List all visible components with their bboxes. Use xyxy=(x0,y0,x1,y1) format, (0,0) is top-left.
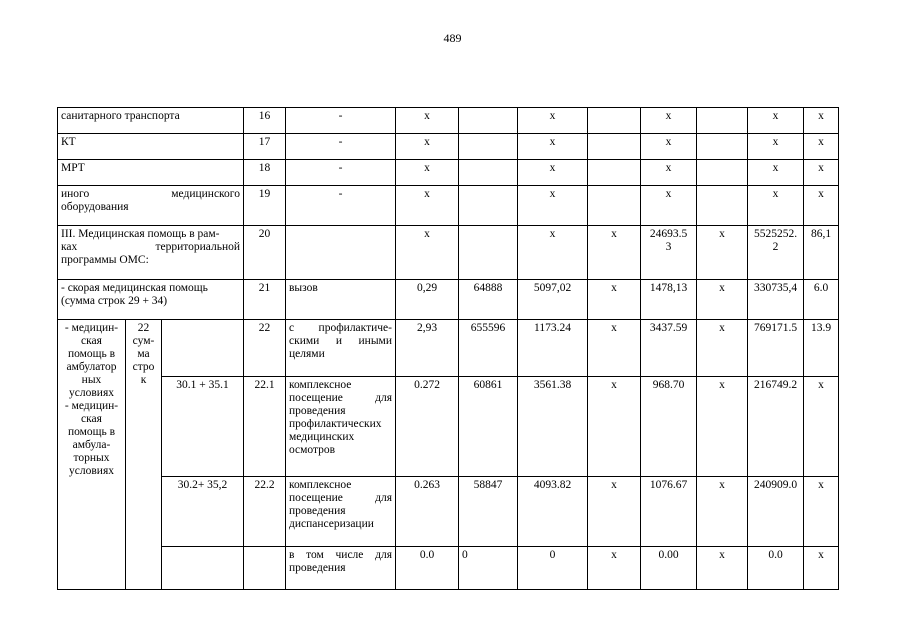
outpatient-name-cell xyxy=(58,320,126,590)
value-cell: 1478,13 xyxy=(641,280,697,320)
table-row xyxy=(58,547,839,590)
sum-line: ма xyxy=(137,348,150,360)
unit-line: комплексное xyxy=(289,479,352,491)
line-number: 18 xyxy=(244,160,286,186)
line-number: 21 xyxy=(244,280,286,320)
value-cell: 655596 xyxy=(459,320,518,377)
unit-line: целями xyxy=(289,348,325,360)
unit-cell: вызов xyxy=(286,280,396,320)
value-cell: 0 xyxy=(518,547,588,590)
row-name-line: ках территориальной xyxy=(61,241,240,253)
value-cell xyxy=(697,108,748,134)
value-cell: x xyxy=(697,547,748,590)
value-cell: x xyxy=(697,377,748,477)
unit-line: медицинских xyxy=(289,431,355,443)
value-cell xyxy=(588,108,641,134)
value-cell: x xyxy=(748,160,804,186)
value-cell: 60861 xyxy=(459,377,518,477)
value-cell: x xyxy=(804,160,839,186)
table-row xyxy=(58,280,839,320)
value-cell: x xyxy=(518,160,588,186)
value-cell: 0,29 xyxy=(396,280,459,320)
unit-cell: - xyxy=(286,186,396,226)
value-cell: 13.9 xyxy=(804,320,839,377)
name-line: помощь в xyxy=(67,348,116,360)
table-row xyxy=(58,108,839,134)
row-name-line: иного медицинского xyxy=(61,188,240,200)
name-line: ская xyxy=(81,413,102,425)
table-row xyxy=(58,377,839,477)
value-cell: x xyxy=(588,226,641,280)
unit-line: в том числе для xyxy=(289,549,392,561)
sum-line: стро xyxy=(132,361,155,373)
name-line: - медицин- xyxy=(64,400,119,412)
value-cell: x xyxy=(518,134,588,160)
unit-cell xyxy=(286,320,396,377)
value-cell xyxy=(459,108,518,134)
value-cell: x xyxy=(804,377,839,477)
sum-lines-cell xyxy=(126,320,162,590)
unit-line: посещение для xyxy=(289,492,392,504)
formula-cell: 30.2+ 35,2 xyxy=(162,477,244,547)
value-cell xyxy=(459,134,518,160)
value-cell: x xyxy=(588,377,641,477)
row-name xyxy=(58,280,244,320)
value-cell: x xyxy=(804,186,839,226)
line-number: 22.1 xyxy=(244,377,286,477)
value-cell: 2,93 xyxy=(396,320,459,377)
name-line: ных xyxy=(81,374,102,386)
row-name: КТ xyxy=(58,134,244,160)
table-row xyxy=(58,320,839,377)
table-row xyxy=(58,477,839,547)
value-cell: 5097,02 xyxy=(518,280,588,320)
name-line: условиях xyxy=(69,387,114,399)
row-name xyxy=(58,186,244,226)
row-name-line: III. Медицинская помощь в рам- xyxy=(61,228,220,240)
value-cell: x xyxy=(518,226,588,280)
value-cell: x xyxy=(804,134,839,160)
value-cell: 240909.0 xyxy=(748,477,804,547)
value-cell xyxy=(697,134,748,160)
value-cell: x xyxy=(518,186,588,226)
value-cell: x xyxy=(588,477,641,547)
unit-cell xyxy=(286,377,396,477)
name-line: амбула- xyxy=(72,439,111,451)
formula-cell xyxy=(162,547,244,590)
value-cell: x xyxy=(697,320,748,377)
value-cell: 58847 xyxy=(459,477,518,547)
value-cell: x xyxy=(588,547,641,590)
value-cell: x xyxy=(641,134,697,160)
formula-cell xyxy=(162,320,244,377)
line-number: 16 xyxy=(244,108,286,134)
row-name: МРТ xyxy=(58,160,244,186)
unit-line: посещение для xyxy=(289,392,392,404)
line-number: 19 xyxy=(244,186,286,226)
name-line: торных xyxy=(73,452,110,464)
value-cell xyxy=(588,134,641,160)
unit-cell xyxy=(286,547,396,590)
unit-line: проведения xyxy=(289,405,346,417)
value-cell: x xyxy=(804,547,839,590)
value-cell xyxy=(459,226,518,280)
value-cell: 4093.82 xyxy=(518,477,588,547)
value-cell: 216749.2 xyxy=(748,377,804,477)
value-cell: x xyxy=(518,108,588,134)
value-cell: x xyxy=(748,186,804,226)
value-cell xyxy=(588,160,641,186)
value-cell: x xyxy=(697,477,748,547)
value-cell: x xyxy=(396,226,459,280)
sum-line: к xyxy=(140,374,147,386)
value-cell: 86,1 xyxy=(804,226,839,280)
unit-cell: - xyxy=(286,134,396,160)
row-name-line: (сумма строк 29 + 34) xyxy=(61,295,168,307)
value-cell xyxy=(459,160,518,186)
value-cell: x xyxy=(396,108,459,134)
value-cell: x xyxy=(396,186,459,226)
value-cell: x xyxy=(641,186,697,226)
value-line: 2 xyxy=(772,241,779,253)
value-cell: x xyxy=(697,280,748,320)
value-line: 24693.5 xyxy=(649,228,688,240)
value-cell: x xyxy=(396,134,459,160)
line-number: 20 xyxy=(244,226,286,280)
value-cell: 0.0 xyxy=(396,547,459,590)
row-name-line: программы ОМС: xyxy=(61,254,149,266)
name-line: условиях xyxy=(69,465,114,477)
value-cell: x xyxy=(748,108,804,134)
row-name: санитарного транспорта xyxy=(58,108,244,134)
value-cell: x xyxy=(748,134,804,160)
table-row xyxy=(58,134,839,160)
value-cell: 1076.67 xyxy=(641,477,697,547)
unit-line: с профилактиче- xyxy=(289,322,392,334)
unit-cell: - xyxy=(286,108,396,134)
value-cell xyxy=(697,186,748,226)
unit-line: скими и иными xyxy=(289,335,392,347)
row-name-line: оборудования xyxy=(61,201,129,213)
sum-line: 22 xyxy=(137,322,150,334)
value-cell: 3437.59 xyxy=(641,320,697,377)
value-cell: x xyxy=(396,160,459,186)
value-cell: 769171.5 xyxy=(748,320,804,377)
unit-line: проведения xyxy=(289,562,346,574)
value-cell xyxy=(697,160,748,186)
unit-line: диспансеризации xyxy=(289,518,374,530)
value-cell: 1173.24 xyxy=(518,320,588,377)
value-cell: x xyxy=(588,280,641,320)
value-cell xyxy=(748,226,804,280)
unit-line: проведения xyxy=(289,505,346,517)
unit-line: профилактических xyxy=(289,418,382,430)
row-name-line: - скорая медицинская помощь xyxy=(61,282,208,294)
value-line: 3 xyxy=(665,241,672,253)
value-line: 5525252. xyxy=(753,228,798,240)
sum-line: сум- xyxy=(132,335,155,347)
value-cell: 0.263 xyxy=(396,477,459,547)
unit-cell: - xyxy=(286,160,396,186)
table-row xyxy=(58,186,839,226)
value-cell: 6.0 xyxy=(804,280,839,320)
value-cell: x xyxy=(641,160,697,186)
value-cell: 330735,4 xyxy=(748,280,804,320)
value-cell: x xyxy=(804,108,839,134)
financing-table xyxy=(57,107,839,590)
value-cell: 0.272 xyxy=(396,377,459,477)
line-number: 22.2 xyxy=(244,477,286,547)
name-line: ская xyxy=(81,335,102,347)
value-cell: 3561.38 xyxy=(518,377,588,477)
line-number: 22 xyxy=(244,320,286,377)
line-number xyxy=(244,547,286,590)
value-cell: 64888 xyxy=(459,280,518,320)
value-cell: 0.0 xyxy=(748,547,804,590)
value-cell xyxy=(459,186,518,226)
value-cell: 0.00 xyxy=(641,547,697,590)
table-row xyxy=(58,226,839,280)
unit-cell xyxy=(286,477,396,547)
name-line: амбулатор xyxy=(66,361,117,373)
page-number: 489 xyxy=(443,31,462,45)
value-cell xyxy=(588,186,641,226)
value-cell: x xyxy=(697,226,748,280)
name-line: помощь в xyxy=(67,426,116,438)
row-name xyxy=(58,226,244,280)
value-cell: x xyxy=(641,108,697,134)
value-cell: x xyxy=(588,320,641,377)
value-cell xyxy=(641,226,697,280)
name-line: - медицин- xyxy=(64,322,119,334)
value-cell: 968.70 xyxy=(641,377,697,477)
unit-cell xyxy=(286,226,396,280)
value-cell: x xyxy=(804,477,839,547)
unit-line: осмотров xyxy=(289,444,336,456)
unit-line: комплексное xyxy=(289,379,352,391)
line-number: 17 xyxy=(244,134,286,160)
table-row xyxy=(58,160,839,186)
formula-cell: 30.1 + 35.1 xyxy=(162,377,244,477)
value-cell: 0 xyxy=(459,547,518,590)
